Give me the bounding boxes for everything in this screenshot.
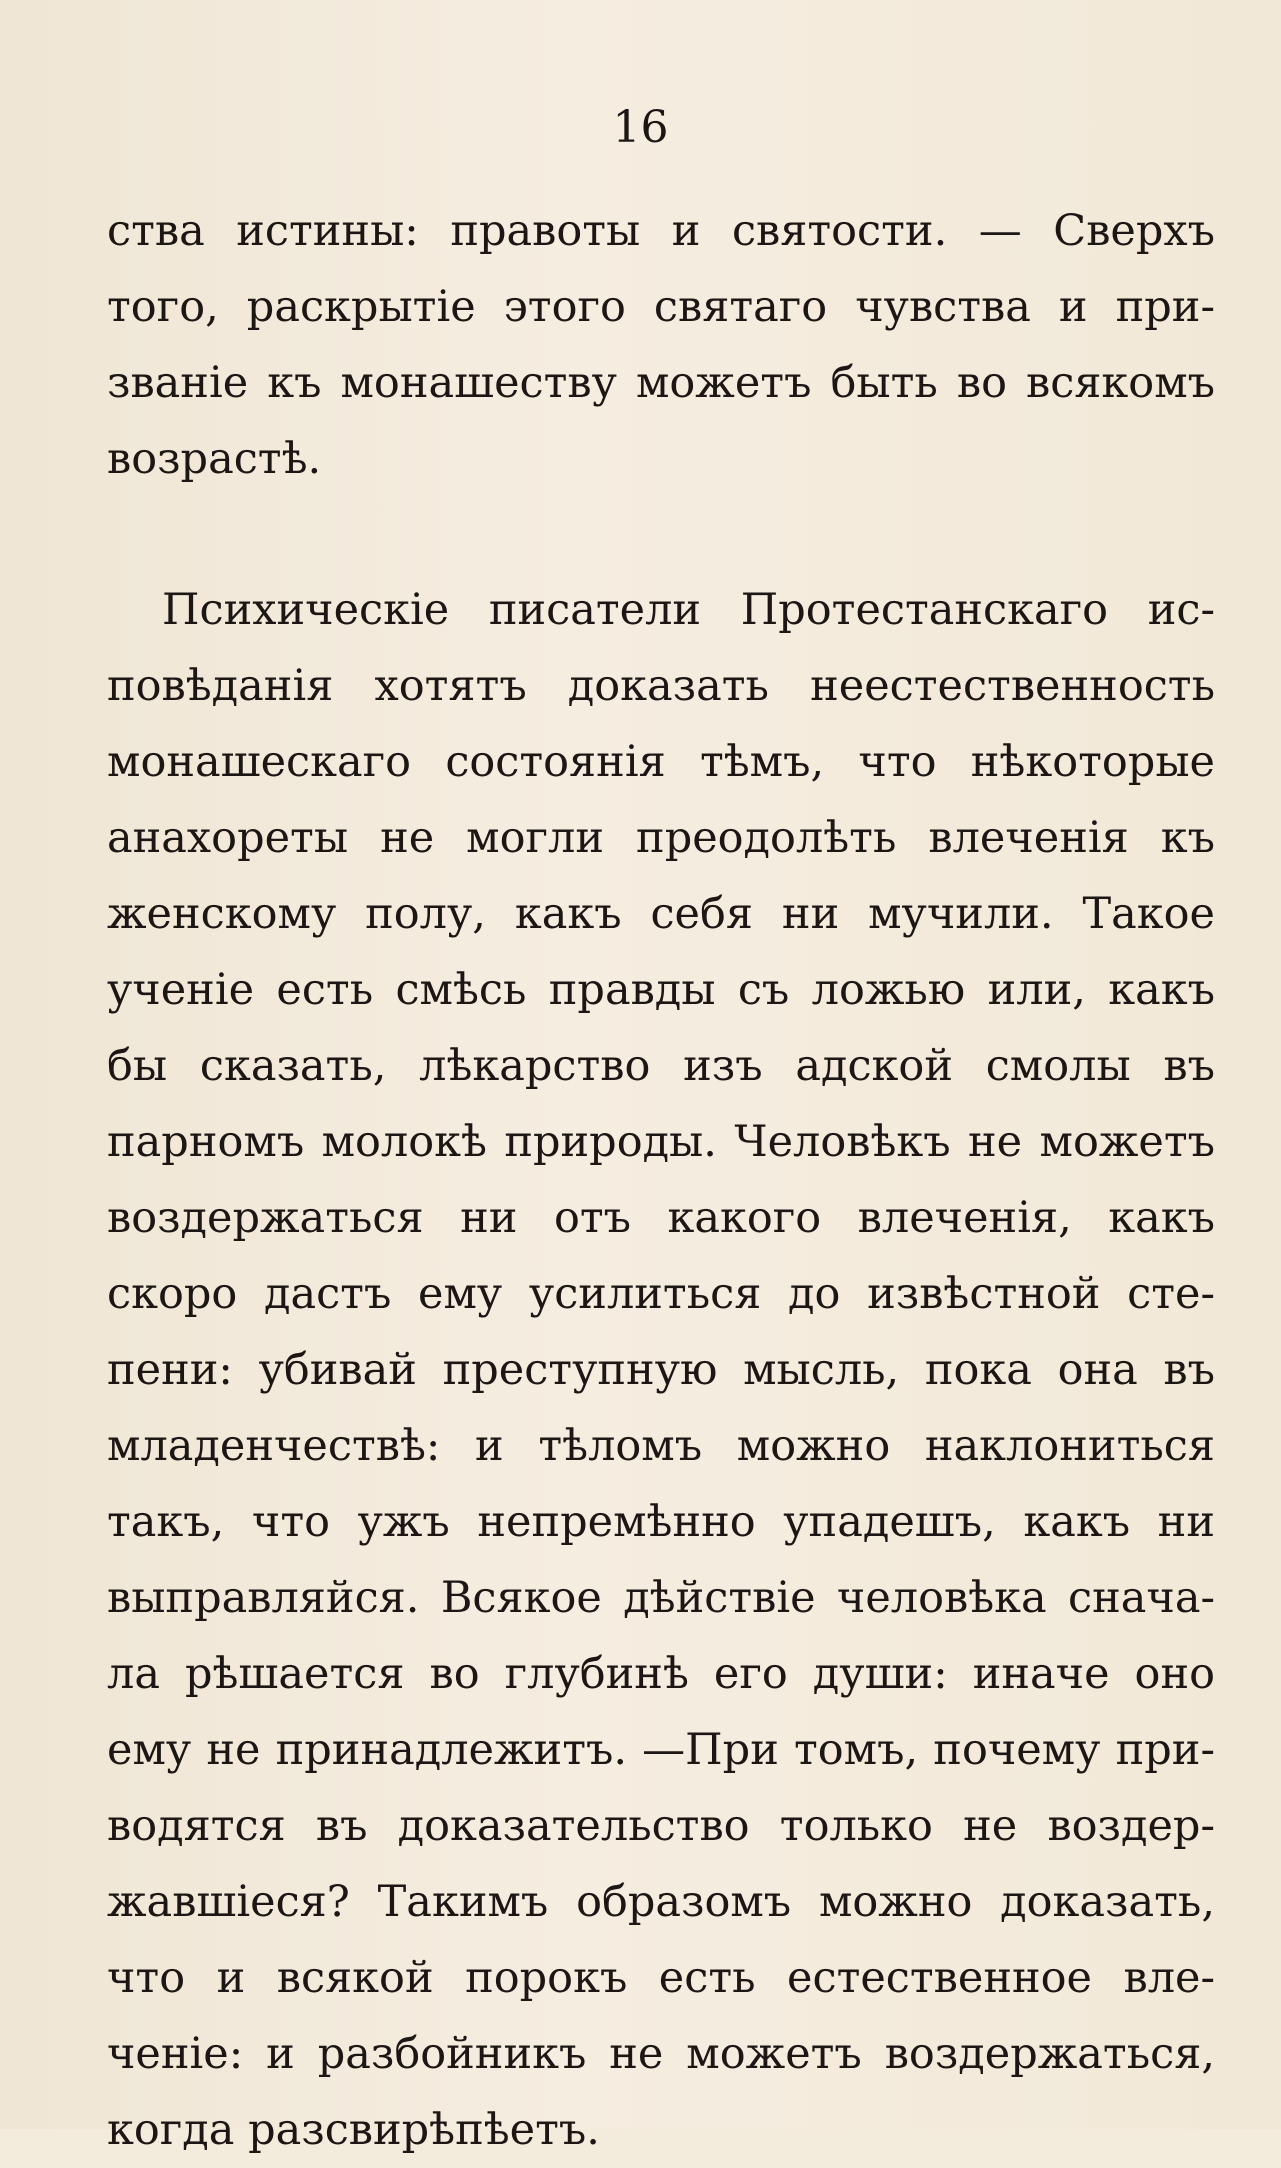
- text-line: ла рѣшается во глубинѣ его души: иначе оно: [107, 1649, 1215, 1699]
- text-line: женскому полу, какъ себя ни мучили. Такое: [107, 889, 1215, 939]
- text-line: бы сказать, лѣкарство изъ адской смолы въ: [107, 1041, 1215, 1091]
- text-line: того, раскрытіе этого святаго чувства и при-: [107, 282, 1215, 332]
- text-line: Психическіе писатели Протестанскаго ис-: [162, 585, 1215, 635]
- text-line: анахореты не могли преодолѣть влеченія къ: [107, 813, 1215, 863]
- text-line: воздержаться ни отъ какого влеченія, какъ: [107, 1193, 1215, 1243]
- text-line: младенчествѣ: и тѣломъ можно наклониться: [107, 1421, 1215, 1471]
- text-line: такъ, что ужъ непремѣнно упадешъ, какъ ни: [107, 1497, 1215, 1547]
- text-line: званіе къ монашеству можетъ быть во всякомъ: [107, 358, 1215, 408]
- text-line: ства истины: правоты и святости. — Сверхъ: [107, 206, 1215, 256]
- text-line: возрастѣ.: [107, 434, 322, 484]
- page-number: 16: [612, 102, 669, 153]
- text-line: монашескаго состоянія тѣмъ, что нѣкоторые: [107, 737, 1215, 787]
- text-line: повѣданія хотятъ доказать неестественность: [107, 661, 1215, 711]
- text-line: ученіе есть смѣсь правды съ ложью или, какъ: [107, 965, 1215, 1015]
- paragraph-2: [107, 572, 1215, 2168]
- paragraph-1: [107, 193, 1215, 497]
- text-line: когда разсвирѣпѣетъ.: [107, 2105, 600, 2155]
- text-line: парномъ молокѣ природы. Человѣкъ не можетъ: [107, 1117, 1215, 1167]
- text-line: жавшіеся? Такимъ образомъ можно доказать,: [107, 1877, 1215, 1927]
- text-line: что и всякой порокъ есть естественное вле-: [107, 1953, 1215, 2003]
- text-line: пени: убивай преступную мысль, пока она въ: [107, 1345, 1215, 1395]
- text-line: скоро дастъ ему усилиться до извѣстной сте-: [107, 1269, 1215, 1319]
- text-line: ему не принадлежитъ. —При томъ, почему при-: [107, 1725, 1215, 1775]
- text-line: выправляйся. Всякое дѣйствіе человѣка снача-: [107, 1573, 1215, 1623]
- text-line: ченіе: и разбойникъ не можетъ воздержаться,: [107, 2029, 1215, 2079]
- text-line: водятся въ доказательство только не воздер-: [107, 1801, 1215, 1851]
